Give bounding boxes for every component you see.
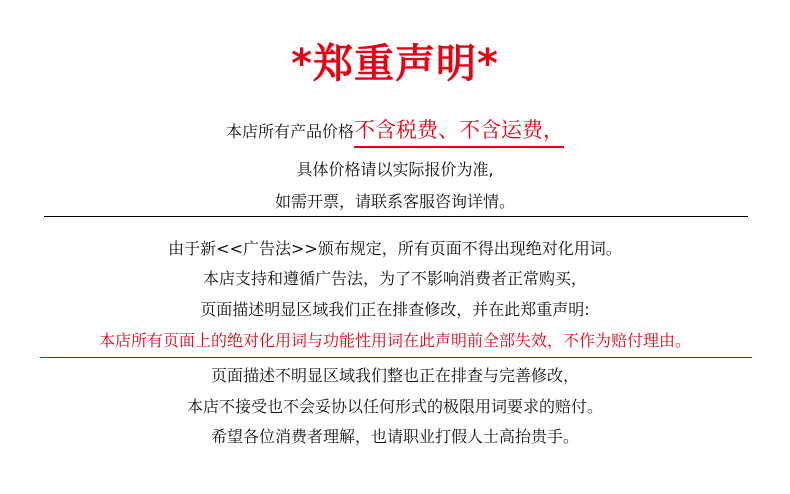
pricing-highlight: 不含税费、不含运费， [354, 118, 564, 148]
page-title: *郑重声明* [291, 41, 499, 87]
warning-underline [40, 357, 752, 358]
ad-law-line-7: 希望各位消费者理解，也请职业打假人士高抬贵手。 [210, 427, 579, 446]
ad-law-line-5: 页面描述不明显区域我们整也正在排查与完善修改， [210, 366, 579, 385]
ad-law-line-1: 由于新<<广告法>>颁布规定，所有页面不得出现绝对化用词。 [168, 239, 622, 258]
pricing-prefix: 本店所有产品价格 [225, 122, 354, 141]
ad-law-line-6: 本店不接受也不会妥协以任何形式的极限用词要求的赔付。 [186, 397, 603, 416]
ad-law-warning: 本店所有页面上的绝对化用词与功能性用词在此声明前全部失效，不作为赔付理由。 [98, 331, 691, 350]
ad-law-line-3: 页面描述明显区域我们正在排查修改，并在此郑重声明: [200, 300, 590, 319]
pricing-line-2: 具体价格请以实际报价为准, [296, 160, 494, 179]
pricing-line-1 [0, 118, 790, 144]
ad-law-line-2: 本店支持和遵循广告法，为了不影响消费者正常购买， [202, 269, 587, 288]
section-divider [44, 216, 748, 217]
pricing-line-3: 如需开票，请联系客服咨询详情。 [274, 192, 515, 211]
